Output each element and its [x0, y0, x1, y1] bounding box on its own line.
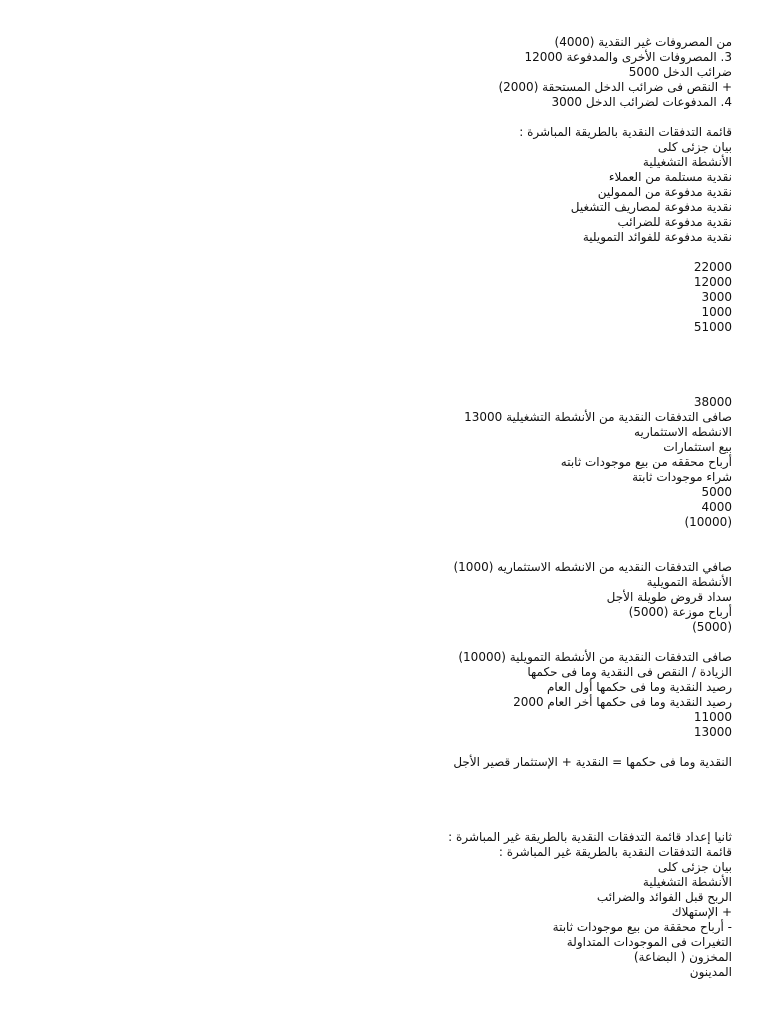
text-line: رصيد النقدية وما فى حكمها أخر العام 2000 — [513, 695, 732, 709]
text-line: بيان جزئى كلى — [657, 860, 732, 874]
text-line: + النقص فى ضرائب الدخل المستحقة (2000) — [498, 80, 732, 94]
text-line: أرباح محققه من بيع موجودات ثابته — [560, 455, 732, 469]
text-block-investing — [172, 395, 732, 530]
text-line: رصيد النقدية وما فى حكمها أول العام — [546, 680, 732, 694]
text-line: 4. المدفوعات لضرائب الدخل 3000 — [551, 95, 732, 109]
text-line: الأنشطة التشغيلية — [642, 875, 732, 889]
text-line: نقدية مدفوعة من الممولين — [597, 185, 732, 199]
number-line: (10000) — [684, 515, 732, 529]
text-line: 3. المصروفات الأخرى والمدفوعة 12000 — [524, 50, 732, 64]
text-line: المدينون — [689, 965, 732, 979]
text-line: صافي التدفقات النقديه من الانشطه الاستثماريه (1000) — [453, 560, 732, 574]
number-line: 22000 — [693, 260, 732, 274]
text-line: الزيادة / النقص فى النقدية وما فى حكمها — [527, 665, 732, 679]
number-line: 51000 — [693, 320, 732, 334]
number-line: 5000 — [701, 485, 732, 499]
text-line: بيان جزئى كلى — [657, 140, 732, 154]
number-line: 38000 — [693, 395, 732, 409]
text-line: بيع استثمارات — [663, 440, 732, 454]
text-block-financing — [172, 560, 732, 635]
numbers-block-operating — [172, 260, 732, 335]
number-line: (5000) — [692, 620, 732, 634]
number-line: 1000 — [701, 305, 732, 319]
text-line: سداد قروض طويلة الأجل — [606, 590, 732, 604]
text-line: نقدية مدفوعة لمصاريف التشغيل — [570, 200, 732, 214]
number-line: 13000 — [693, 725, 732, 739]
text-line: أرباح موزعة (5000) — [628, 605, 732, 619]
section-heading: قائمة التدفقات النقدية بالطريقة المباشرة : — [519, 125, 732, 139]
text-block-definition — [172, 755, 732, 770]
text-line: الأنشطة التمويلية — [646, 575, 732, 589]
text-block-direct-method — [172, 125, 732, 245]
text-line: من المصروفات غير النقدية (4000) — [554, 35, 732, 49]
text-line: النقدية وما فى حكمها = النقدية + الإستثمار قصير الأجل — [453, 755, 732, 769]
text-line: ضرائب الدخل 5000 — [628, 65, 732, 79]
text-line: - أرباح محققة من بيع موجودات ثابتة — [552, 920, 732, 934]
section-heading: ثانيا إعداد قائمة التدفقات النقدية بالطريقة غير المباشرة : — [448, 830, 732, 844]
number-line: 12000 — [693, 275, 732, 289]
text-line: + الإستهلاك — [671, 905, 732, 919]
text-line: صافى التدفقات النقدية من الأنشطة التشغيلية 13000 — [464, 410, 732, 424]
text-line: نقدية مستلمة من العملاء — [608, 170, 732, 184]
number-line: 4000 — [701, 500, 732, 514]
text-block-expenses — [172, 35, 732, 110]
text-line: المخزون ( البضاعة) — [633, 950, 732, 964]
text-line: نقدية مدفوعة للضرائب — [617, 215, 732, 229]
text-line: الأنشطة التشغيلية — [642, 155, 732, 169]
text-line: شراء موجودات ثابتة — [632, 470, 732, 484]
number-line: 3000 — [701, 290, 732, 304]
text-block-net-change — [172, 650, 732, 740]
text-line: الربح قبل الفوائد والضرائب — [596, 890, 732, 904]
text-line: صافى التدفقات النقدية من الأنشطة التمويلية (10000) — [458, 650, 732, 664]
text-line: نقدية مدفوعة للفوائد التمويلية — [582, 230, 732, 244]
text-line: الانشطه الاستثماريه — [634, 425, 732, 439]
text-line: التغيرات فى الموجودات المتداولة — [566, 935, 732, 949]
number-line: 11000 — [693, 710, 732, 724]
text-block-indirect-method — [172, 830, 732, 980]
text-line: قائمة التدفقات النقدية بالطريقة غير المباشرة : — [498, 845, 732, 859]
